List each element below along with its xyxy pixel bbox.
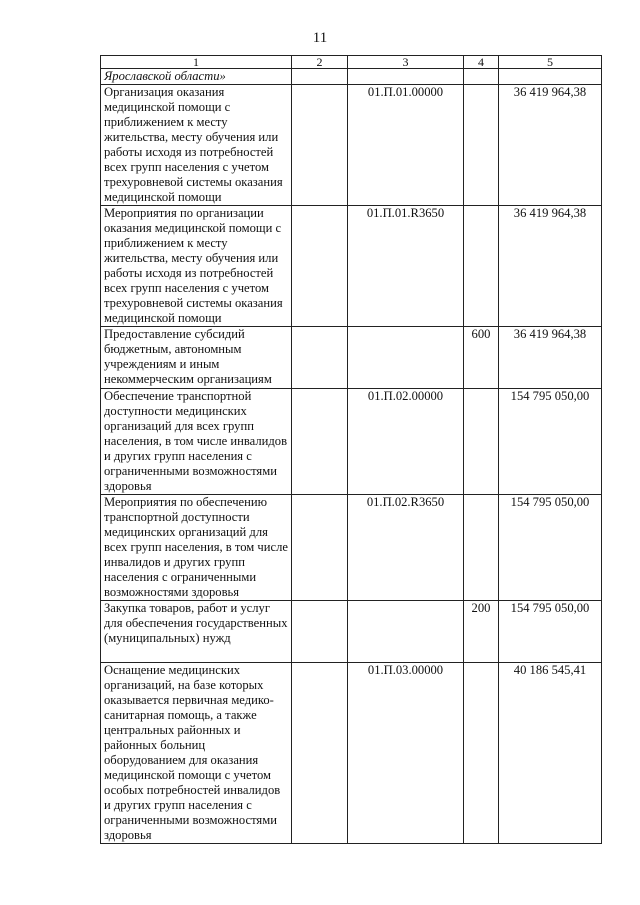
table-row xyxy=(101,601,602,663)
header-col-1: 1 xyxy=(101,56,292,69)
row-name: Предоставление субсидий бюджетным, автономным учреждениям и иным некоммерческим организациям xyxy=(101,327,292,389)
row-code xyxy=(348,69,464,85)
row-code: 01.П.03.00000 xyxy=(348,663,464,844)
row-amount: 36 419 964,38 xyxy=(499,85,602,206)
table-row xyxy=(101,85,602,206)
row-col2 xyxy=(292,327,348,389)
row-amount: 40 186 545,41 xyxy=(499,663,602,844)
row-code xyxy=(348,601,464,663)
row-name: Обеспечение транспортной доступности медицинских организаций для всех групп населения, в том числе инвалидов и других групп населения с ограниченными возможностями здоровья xyxy=(101,389,292,495)
row-amount: 36 419 964,38 xyxy=(499,206,602,327)
row-name: Закупка товаров, работ и услуг для обеспечения государственных (муниципальных) нужд xyxy=(101,601,292,663)
row-code: 01.П.01.00000 xyxy=(348,85,464,206)
row-name: Ярославской области» xyxy=(101,69,292,85)
row-code: 01.П.01.R3650 xyxy=(348,206,464,327)
table-row xyxy=(101,206,602,327)
header-row xyxy=(101,56,602,69)
row-col2 xyxy=(292,85,348,206)
page-number: 11 xyxy=(312,30,328,46)
header-col-2: 2 xyxy=(292,56,348,69)
row-code: 01.П.02.00000 xyxy=(348,389,464,495)
row-amount: 154 795 050,00 xyxy=(499,601,602,663)
row-col2 xyxy=(292,495,348,601)
row-code xyxy=(348,327,464,389)
table-row xyxy=(101,327,602,389)
row-col2 xyxy=(292,206,348,327)
row-type xyxy=(464,85,499,206)
row-type: 600 xyxy=(464,327,499,389)
row-type xyxy=(464,389,499,495)
header-col-4: 4 xyxy=(464,56,499,69)
table-header xyxy=(101,56,602,69)
table-row xyxy=(101,495,602,601)
row-amount: 154 795 050,00 xyxy=(499,389,602,495)
row-name: Оснащение медицинских организаций, на базе которых оказывается первичная медико-санитарная помощь, а также центральных районных и районных больниц оборудованием для оказания медицинской помощи с учетом особых потребностей инвалидов и других групп населения с ограниченными возможностями здоровья xyxy=(101,663,292,844)
row-col2 xyxy=(292,389,348,495)
row-amount: 154 795 050,00 xyxy=(499,495,602,601)
table-row xyxy=(101,69,602,85)
row-type xyxy=(464,69,499,85)
budget-table xyxy=(100,55,602,844)
table-body xyxy=(101,69,602,844)
row-type xyxy=(464,206,499,327)
row-col2 xyxy=(292,663,348,844)
row-type: 200 xyxy=(464,601,499,663)
table-row xyxy=(101,663,602,844)
table-row xyxy=(101,389,602,495)
row-name: Мероприятия по обеспечению транспортной доступности медицинских организаций для всех групп населения, в том числе инвалидов и других групп населения с ограниченными возможностями здоровья xyxy=(101,495,292,601)
row-type xyxy=(464,663,499,844)
row-amount xyxy=(499,69,602,85)
row-amount: 36 419 964,38 xyxy=(499,327,602,389)
row-code: 01.П.02.R3650 xyxy=(348,495,464,601)
header-col-5: 5 xyxy=(499,56,602,69)
row-col2 xyxy=(292,601,348,663)
row-type xyxy=(464,495,499,601)
row-name: Организация оказания медицинской помощи с приближением к месту жительства, месту обучения или работы исходя из потребностей всех групп населения с учетом трехуровневой системы оказания медицинской помощи xyxy=(101,85,292,206)
header-col-3: 3 xyxy=(348,56,464,69)
row-name: Мероприятия по организации оказания медицинской помощи с приближением к месту жительства, месту обучения или работы исходя из потребностей всех групп населения с учетом трехуровневой системы оказания медицинской помощи xyxy=(101,206,292,327)
row-col2 xyxy=(292,69,348,85)
